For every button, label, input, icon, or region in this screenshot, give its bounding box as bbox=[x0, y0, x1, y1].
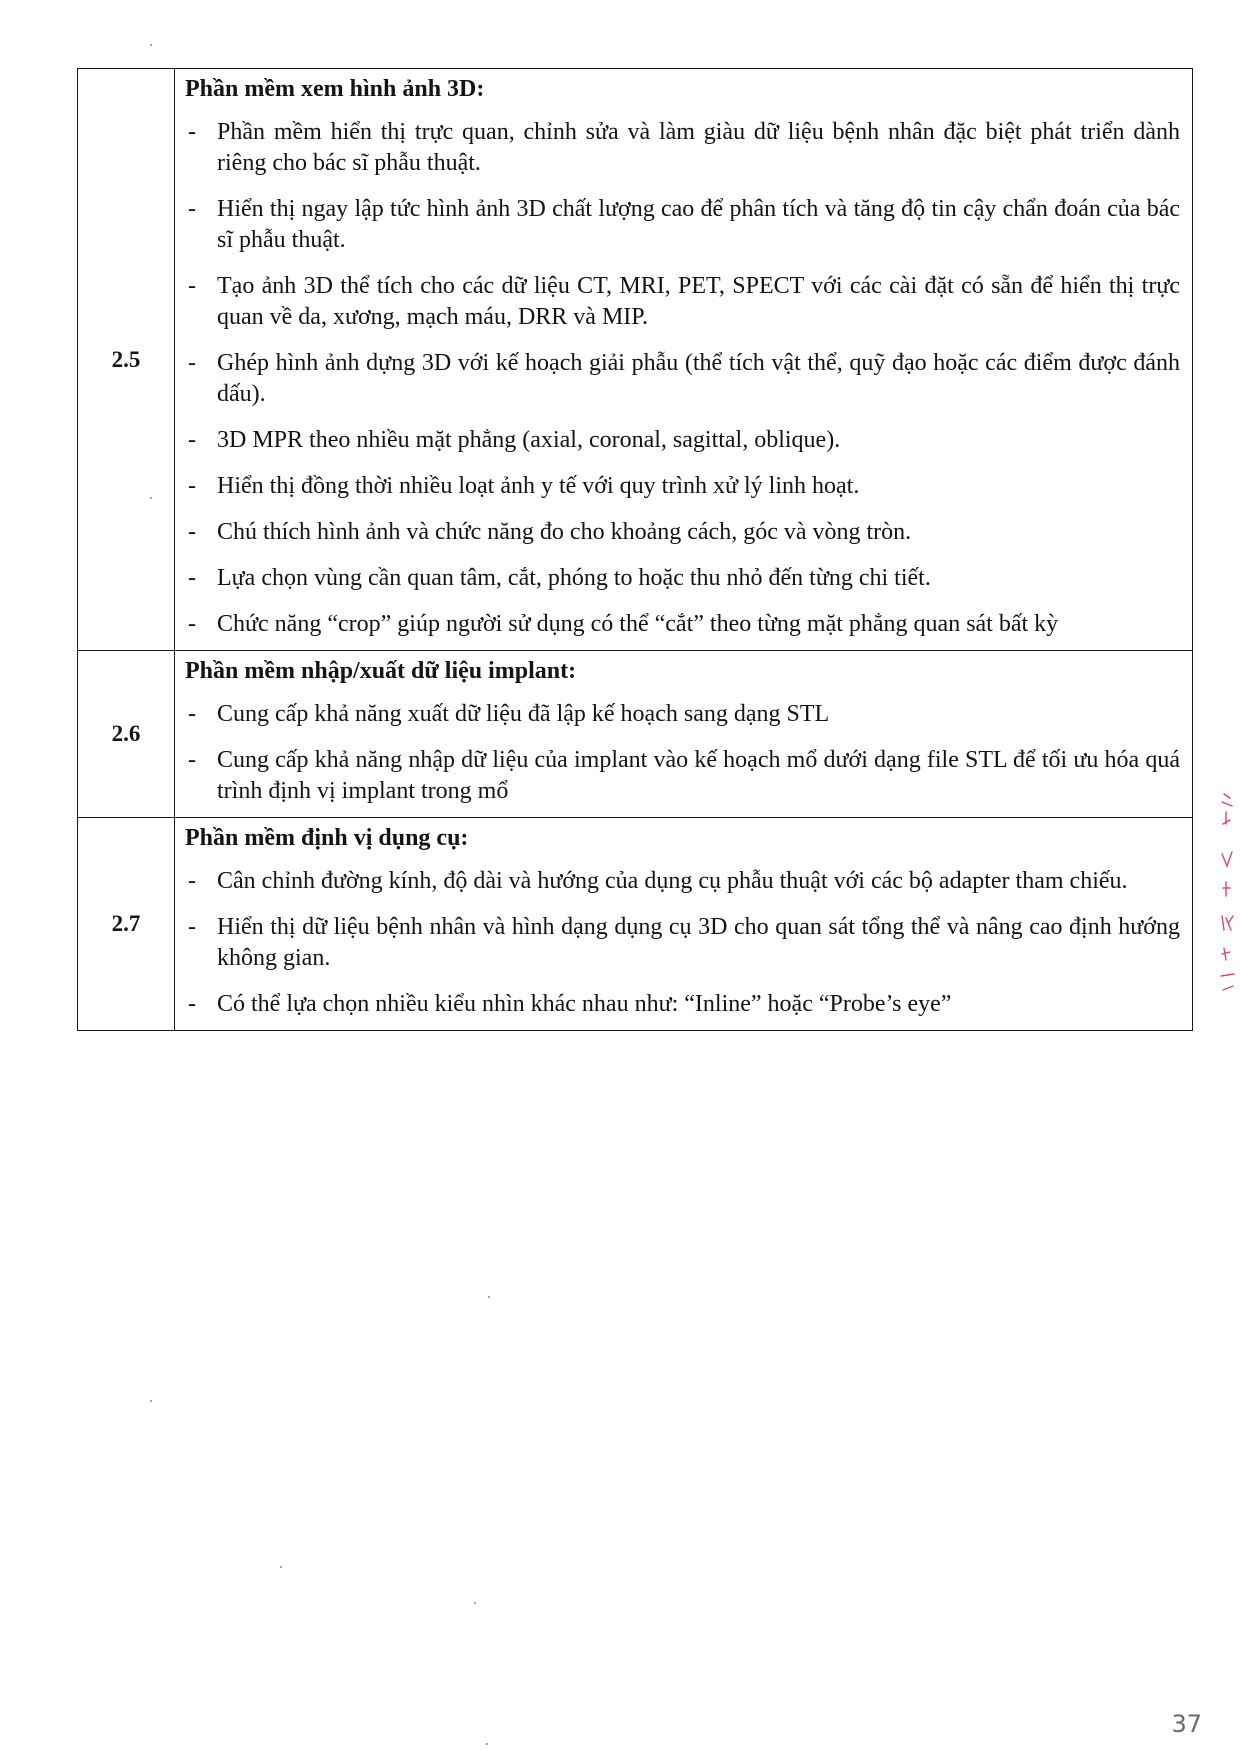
list-item: - Hiển thị dữ liệu bệnh nhân và hình dạng dụng cụ 3D cho quan sát tổng thể và nâng cao định hướng không gian. bbox=[185, 912, 1180, 974]
specification-table bbox=[77, 68, 1193, 1031]
scan-speck bbox=[280, 1566, 282, 1568]
list-item: - Có thể lựa chọn nhiều kiểu nhìn khác nhau như: “Inline” hoặc “Probe’s eye” bbox=[185, 989, 1180, 1020]
section-title: Phần mềm định vị dụng cụ: bbox=[185, 825, 469, 851]
scan-speck bbox=[488, 1296, 490, 1298]
list-item: - Cung cấp khả năng xuất dữ liệu đã lập kế hoạch sang dạng STL bbox=[185, 699, 1180, 730]
page-number: 37 bbox=[1171, 1710, 1202, 1738]
table-row bbox=[78, 818, 1193, 1031]
bullet-list bbox=[185, 117, 1180, 640]
row-number: 2.5 bbox=[78, 69, 175, 651]
list-item: - Cân chỉnh đường kính, độ dài và hướng của dụng cụ phẫu thuật với các bộ adapter tham chiếu. bbox=[185, 866, 1180, 897]
row-number: 2.6 bbox=[78, 651, 175, 818]
row-content bbox=[175, 69, 1193, 651]
list-item: - Tạo ảnh 3D thể tích cho các dữ liệu CT, MRI, PET, SPECT với các cài đặt có sẵn để hiển thị trực quan về da, xương, mạch máu, DRR và MIP. bbox=[185, 271, 1180, 333]
row-number: 2.7 bbox=[78, 818, 175, 1031]
list-item: - Phần mềm hiển thị trực quan, chỉnh sửa và làm giàu dữ liệu bệnh nhân đặc biệt phát triển dành riêng cho bác sĩ phẫu thuật. bbox=[185, 117, 1180, 179]
scan-speck bbox=[150, 1400, 152, 1402]
list-item: - Lựa chọn vùng cần quan tâm, cắt, phóng to hoặc thu nhỏ đến từng chi tiết. bbox=[185, 563, 1180, 594]
list-item: - 3D MPR theo nhiều mặt phẳng (axial, coronal, sagittal, oblique). bbox=[185, 425, 1180, 456]
list-item: - Hiển thị đồng thời nhiều loạt ảnh y tế với quy trình xử lý linh hoạt. bbox=[185, 471, 1180, 502]
scan-speck bbox=[474, 1602, 476, 1604]
list-item: - Chức năng “crop” giúp người sử dụng có thể “cắt” theo từng mặt phẳng quan sát bất kỳ bbox=[185, 609, 1180, 640]
table-row bbox=[78, 69, 1193, 651]
row-content bbox=[175, 818, 1193, 1031]
scan-speck bbox=[150, 497, 152, 499]
section-title: Phần mềm xem hình ảnh 3D: bbox=[185, 76, 485, 102]
scan-speck bbox=[486, 1743, 488, 1745]
scan-speck bbox=[150, 44, 152, 46]
row-content bbox=[175, 651, 1193, 818]
list-item: - Chú thích hình ảnh và chức năng đo cho khoảng cách, góc và vòng tròn. bbox=[185, 517, 1180, 548]
section-title: Phần mềm nhập/xuất dữ liệu implant: bbox=[185, 658, 577, 684]
list-item: - Cung cấp khả năng nhập dữ liệu của implant vào kế hoạch mổ dưới dạng file STL để tối ưu hóa quá trình định vị implant trong mổ bbox=[185, 745, 1180, 807]
list-item: - Ghép hình ảnh dựng 3D với kế hoạch giải phẫu (thể tích vật thể, quỹ đạo hoặc các điểm được đánh dấu). bbox=[185, 348, 1180, 410]
list-item: - Hiển thị ngay lập tức hình ảnh 3D chất lượng cao để phân tích và tăng độ tin cậy chẩn đoán của bác sĩ phẫu thuật. bbox=[185, 194, 1180, 256]
table-row bbox=[78, 651, 1193, 818]
bullet-list bbox=[185, 866, 1180, 1020]
handwritten-margin-mark bbox=[1218, 790, 1236, 1010]
bullet-list bbox=[185, 699, 1180, 807]
